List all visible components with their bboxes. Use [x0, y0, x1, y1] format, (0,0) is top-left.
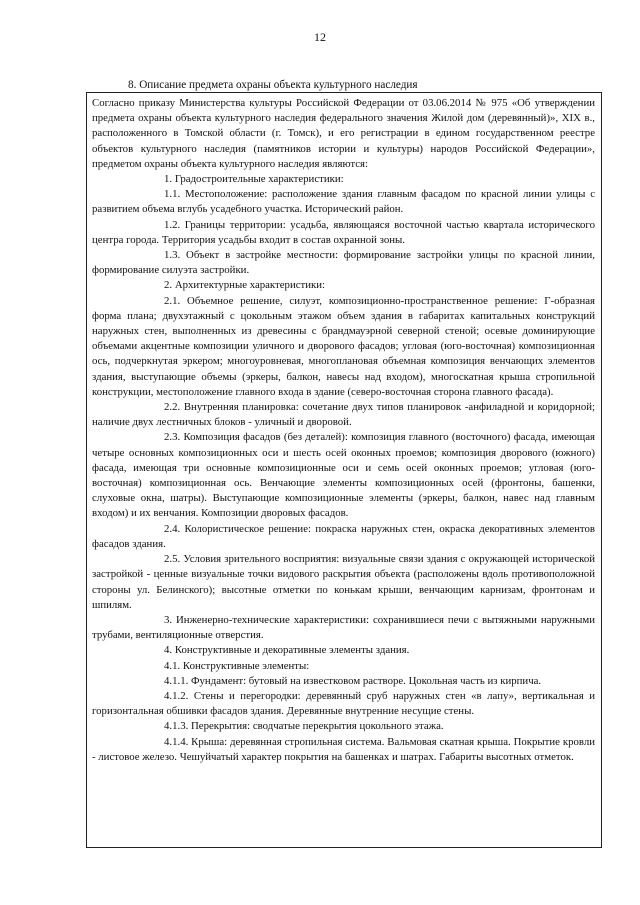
paragraph-2-5 [92, 552, 595, 613]
paragraph-number: 2.1. [164, 294, 181, 307]
paragraph-text: Согласно приказу Министерства культуры Российской Федерации от 03.06.2014 № 975 «Об утверждении предмета охраны объекта культурного наследия федерального значения Жилой дом (деревянный)», XIX в., расположенного в Томской области (г. Томск), и его регистрации в едином государственном реестре объектов культурного наследия (памятников истории и культуры) народов Российской Федерации», предметом охраны объекта культурного наследия являются: [92, 97, 595, 170]
paragraph-4-1-1 [92, 674, 595, 689]
paragraph-text: Крыша: деревянная стропильная система. Вальмовая скатная крыша. Покрытие кровли - листовое железо. Чешуйчатый характер покрытия на башенках и шатрах. Габариты высотных отметок. [92, 735, 596, 763]
paragraph-4-1-2 [92, 689, 595, 719]
paragraph-text: Стены и перегородки: деревянный сруб наружных стен «в лапу», вертикальная и горизонтальная обшивки фасадов здания. Деревянные внутренние несущие стены. [92, 689, 595, 718]
paragraph-number: 4. [164, 644, 173, 657]
paragraph-text: Колористическое решение: покраска наружных стен, окраска декоративных элементов фасадов здания. [92, 522, 595, 550]
paragraph-number: 1.2. [164, 218, 181, 231]
protection-subject-box [86, 92, 602, 848]
paragraph-text: Границы территории: усадьба, являющаяся восточной частью квартала исторического центра города. Территория усадьбы входит в состав охранной зоны. [92, 218, 595, 246]
paragraph-4-1-4 [92, 735, 595, 765]
paragraph-1 [92, 172, 595, 187]
paragraph-text: Перекрытия: сводчатые перекрытия цокольного этажа. [191, 720, 444, 733]
paragraph-text: Внутренняя планировка: сочетание двух типов планировок -анфиладной и коридорной; наличие двух лестничных блоков - уличный и дворовой. [92, 401, 595, 429]
paragraph-text: Местоположение: расположение здания главным фасадом по красной линии улицы с развитием объема вглубь усадебного участка. Исторический район. [92, 188, 595, 216]
paragraph-number: 4.1.2. [164, 689, 189, 702]
paragraph-number: 4.1. [164, 659, 181, 672]
paragraph-2-3 [92, 430, 595, 521]
paragraph-number: 2.2. [164, 401, 181, 414]
paragraph-number: 2.4. [164, 522, 181, 535]
paragraph-number: 1.1. [164, 188, 181, 201]
paragraph-1-1 [92, 187, 595, 217]
paragraph-number: 4.1.3. [164, 720, 189, 733]
page-number: 12 [314, 30, 326, 44]
paragraph-text: Фундамент: бутовый на известковом растворе. Цокольная часть из кирпича. [191, 674, 542, 687]
paragraph-2-1 [92, 294, 595, 400]
paragraph-4-1-3 [92, 719, 595, 734]
paragraph-text: Объект в застройке местности: формирование застройки улицы по красной линии, формирование силуэта застройки. [92, 249, 596, 277]
paragraph-text: Конструктивные элементы: [182, 659, 310, 672]
paragraph-number: 4.1.4. [164, 735, 189, 748]
paragraph-number: 3. [164, 613, 173, 626]
paragraph-3 [92, 613, 595, 643]
paragraph-text: Композиция фасадов (без деталей): композиция главного (восточного) фасада, имеющая четыре основных композиционных оси и шесть осей оконных проемов; композиция дворового (южного) фасада, имеющая три основные композиционные оси и семь осей оконных проемов; угловая (юго-восточная) композиционная ось. Венчающие элементы композиционных осей (фронтоны, башенки, слуховые окна, шатры). Выступающие композиционные элементы (эркеры, балкон, навес над главным входом) и их венчания. Композиции дворовых фасадов. [92, 431, 595, 520]
paragraph-text: Градостроительные характеристики: [174, 173, 344, 186]
paragraph-4 [92, 643, 595, 658]
paragraph-2 [92, 278, 595, 293]
paragraph-2-4 [92, 522, 595, 552]
paragraph-text: Условия зрительного восприятия: визуальные связи здания с окружающей исторической застройкой - ценные визуальные точки видового раскрытия объекта (расположены вдоль противоположной стороны ул. Белинского); высотные отметки по конькам крыши, венчающим карнизам, фронтонам и шпилям. [92, 553, 595, 611]
paragraph-number: 2.3. [164, 431, 181, 444]
paragraph-text: Архитектурные характеристики: [174, 279, 326, 292]
paragraph-number: 2.5. [164, 553, 181, 566]
paragraph-number: 4.1.1. [164, 674, 189, 687]
paragraph-1-2 [92, 218, 595, 248]
paragraph-1-3 [92, 248, 595, 278]
paragraph-number: 1. [164, 173, 173, 186]
section-title: 8. Описание предмета охраны объекта культурного наследия [128, 79, 418, 91]
paragraph-number: 2. [164, 279, 173, 292]
paragraph-4-1 [92, 659, 595, 674]
paragraph-number: 1.3. [164, 249, 181, 262]
paragraph-text: Инженерно-технические характеристики: сохранившиеся печи с вытяжными наружными трубами, вентиляционные отверстия. [92, 613, 595, 642]
paragraph-text: Объемное решение, силуэт, композиционно-пространственное решение: Г-образная форма плана; двухэтажный с цокольным этажом объем здания в габаритах капитальных конструкций наружных стен, выполненных из древесины с брандмауэрной северной стеной; осевые доминирующие объемами акцентные композиции уличного и дворового фасадов; угловая (юго-восточная) композиционная ось, подчеркнутая эркером; многоуровневая, многоплановая объемная композиция венчающих элементов здания, выступающие объемы (эркеры, балкон, навесы над входом), многоскатная крыша стропильной конструкции, местоположение главного входа в здание (северо-восточная сторона главного фасада). [92, 294, 595, 398]
paragraph-2-2 [92, 400, 595, 430]
paragraph-text: Конструктивные и декоративные элементы здания. [174, 644, 410, 657]
intro-paragraph [92, 96, 595, 172]
